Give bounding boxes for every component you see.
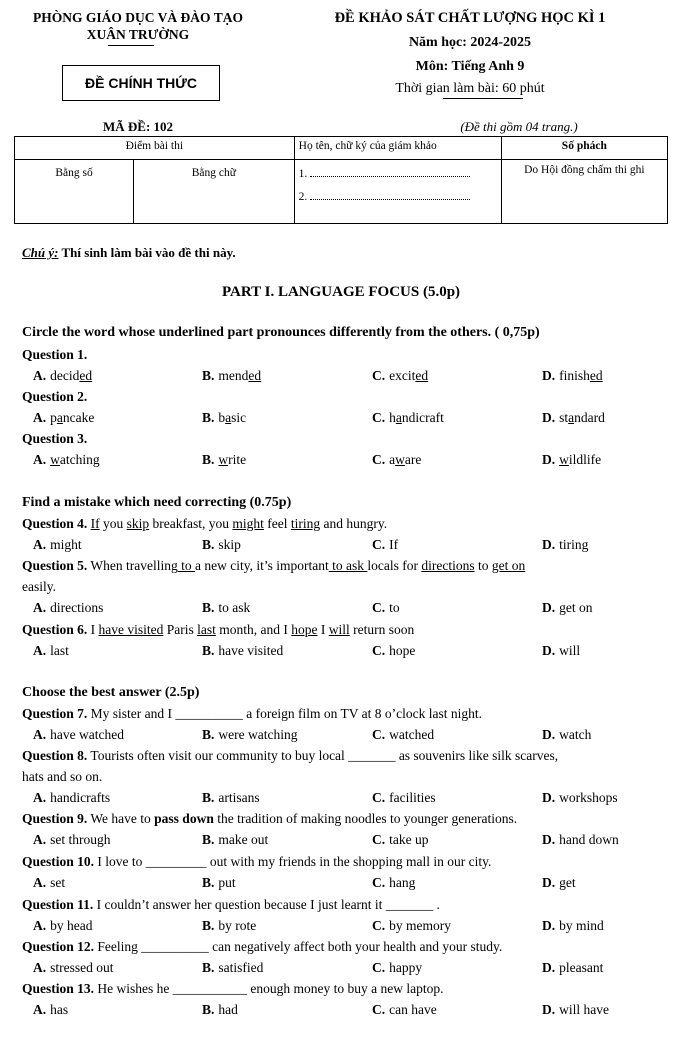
candidate-note: Chú ý: Thí sinh làm bài vào đề thi này. xyxy=(22,245,236,260)
section1-instruction: Circle the word whose underlined part pronounces differently from the others. ( 0,75p) xyxy=(22,325,540,340)
q3-option-c[interactable]: C. aware xyxy=(372,452,422,467)
question-9-stem: Question 9. We have to pass down the tradition of making noodles to younger generations. xyxy=(22,811,518,826)
section2-instruction: Find a mistake which need correcting (0.75p) xyxy=(22,495,292,510)
score-digits-cell: Bằng số xyxy=(15,160,134,224)
col-code-header: Số phách xyxy=(501,137,667,160)
q2-option-b[interactable]: B. basic xyxy=(202,410,247,425)
q4-option-d[interactable]: D. tiring xyxy=(542,537,589,552)
q11-option-a[interactable]: A. by head xyxy=(33,918,93,933)
question-5-stem: Question 5. When travelling to a new city, it’s important to ask locals for directions to get on xyxy=(22,558,526,573)
q8-option-a[interactable]: A. handicrafts xyxy=(33,790,111,805)
q5-option-d[interactable]: D. get on xyxy=(542,600,593,615)
q4-option-c[interactable]: C. If xyxy=(372,537,399,552)
q12-option-c[interactable]: C. happy xyxy=(372,960,423,975)
q10-option-a[interactable]: A. set xyxy=(33,875,66,890)
q5-option-a[interactable]: A. directions xyxy=(33,600,104,615)
question-6-stem: Question 6. I have visited Paris last month, and I hope I will return soon xyxy=(22,622,415,637)
subject: Môn: Tiếng Anh 9 xyxy=(415,59,525,74)
col-score-header: Điểm bài thi xyxy=(15,137,295,160)
q10-option-b[interactable]: B. put xyxy=(202,875,236,890)
q11-option-b[interactable]: B. by rote xyxy=(202,918,257,933)
q5-option-c[interactable]: C. to xyxy=(372,600,400,615)
question-8-stem-cont: hats and so on. xyxy=(22,769,103,784)
official-label: ĐỀ CHÍNH THỨC xyxy=(62,65,220,101)
q1-option-b[interactable]: B. mended xyxy=(202,368,262,383)
q1-option-d[interactable]: D. finished xyxy=(542,368,603,383)
q13-option-b[interactable]: B. had xyxy=(202,1002,238,1017)
q8-option-d[interactable]: D. workshops xyxy=(542,790,618,805)
q11-option-c[interactable]: C. by memory xyxy=(372,918,451,933)
q7-option-c[interactable]: C. watched xyxy=(372,727,435,742)
q9-option-d[interactable]: D. hand down xyxy=(542,832,619,847)
question-2-label: Question 2. xyxy=(22,389,88,404)
examiner-signature-cell xyxy=(294,160,501,224)
q1-option-c[interactable]: C. excited xyxy=(372,368,429,383)
q2-option-c[interactable]: C. handicraft xyxy=(372,410,444,425)
q8-option-b[interactable]: B. artisans xyxy=(202,790,260,805)
section3-instruction: Choose the best answer (2.5p) xyxy=(22,685,200,700)
question-10-stem: Question 10. I love to _________ out with my friends in the shopping mall in our city. xyxy=(22,854,492,869)
q4-option-b[interactable]: B. skip xyxy=(202,537,241,552)
school-district: XUÂN TRƯỜNG xyxy=(86,27,190,42)
q6-option-b[interactable]: B. have visited xyxy=(202,643,284,658)
q2-option-a[interactable]: A. pancake xyxy=(33,410,95,425)
question-4-stem: Question 4. If you skip breakfast, you might feel tiring and hungry. xyxy=(22,516,388,531)
q9-option-b[interactable]: B. make out xyxy=(202,832,269,847)
department-name: PHÒNG GIÁO DỤC VÀ ĐÀO TẠO xyxy=(33,10,243,25)
school-year: Năm học: 2024-2025 xyxy=(408,35,532,50)
question-8-stem: Question 8. Tourists often visit our community to buy local _______ as souvenirs like silk scarves, xyxy=(22,748,559,763)
score-table xyxy=(14,136,668,224)
question-5-stem-cont: easily. xyxy=(22,579,56,594)
examiner-line-1: 1. xyxy=(299,167,497,180)
q12-option-a[interactable]: A. stressed out xyxy=(33,960,114,975)
header-divider-right xyxy=(443,98,523,99)
q3-option-a[interactable]: A. watching xyxy=(33,452,100,467)
q3-option-d[interactable]: D. wildlife xyxy=(542,452,602,467)
q8-option-c[interactable]: C. facilities xyxy=(372,790,436,805)
header-divider-left xyxy=(108,45,154,46)
q2-option-d[interactable]: D. standard xyxy=(542,410,605,425)
q5-option-b[interactable]: B. to ask xyxy=(202,600,251,615)
exam-code: MÃ ĐỀ: 102 xyxy=(102,119,174,134)
q10-option-d[interactable]: D. get xyxy=(542,875,576,890)
question-7-stem: Question 7. My sister and I __________ a foreign film on TV at 8 o’clock last night. xyxy=(22,706,482,721)
q7-option-b[interactable]: B. were watching xyxy=(202,727,298,742)
q9-option-c[interactable]: C. take up xyxy=(372,832,429,847)
q4-option-a[interactable]: A. might xyxy=(33,537,82,552)
score-words-cell: Bằng chữ xyxy=(134,160,295,224)
examiner-line-2: 2. xyxy=(299,190,497,203)
q6-option-c[interactable]: C. hope xyxy=(372,643,416,658)
col-examiner-header: Họ tên, chữ ký của giám khảo xyxy=(294,137,501,160)
q7-option-a[interactable]: A. have watched xyxy=(33,727,124,742)
exam-title: ĐỀ KHẢO SÁT CHẤT LƯỢNG HỌC KÌ 1 xyxy=(334,10,606,26)
duration: Thời gian làm bài: 60 phút xyxy=(395,81,545,96)
q7-option-d[interactable]: D. watch xyxy=(542,727,592,742)
code-note-cell: Do Hội đồng chấm thi ghi xyxy=(501,160,667,224)
q6-option-d[interactable]: D. will xyxy=(542,643,581,658)
question-11-stem: Question 11. I couldn’t answer her question because I just learnt it _______ . xyxy=(22,897,440,912)
q12-option-d[interactable]: D. pleasant xyxy=(542,960,604,975)
question-1-label: Question 1. xyxy=(22,347,88,362)
question-12-stem: Question 12. Feeling __________ can negatively affect both your health and your study. xyxy=(22,939,503,954)
question-13-stem: Question 13. He wishes he ___________ enough money to buy a new laptop. xyxy=(22,981,444,996)
q9-option-a[interactable]: A. set through xyxy=(33,832,111,847)
q3-option-b[interactable]: B. write xyxy=(202,452,247,467)
pages-note: (Đề thi gồm 04 trang.) xyxy=(460,119,578,134)
q1-option-a[interactable]: A. decided xyxy=(33,368,93,383)
q11-option-d[interactable]: D. by mind xyxy=(542,918,604,933)
part1-title: PART I. LANGUAGE FOCUS (5.0p) xyxy=(221,284,461,300)
q12-option-b[interactable]: B. satisfied xyxy=(202,960,264,975)
q13-option-c[interactable]: C. can have xyxy=(372,1002,437,1017)
question-3-label: Question 3. xyxy=(22,431,88,446)
q6-option-a[interactable]: A. last xyxy=(33,643,69,658)
q13-option-a[interactable]: A. has xyxy=(33,1002,69,1017)
q13-option-d[interactable]: D. will have xyxy=(542,1002,609,1017)
q10-option-c[interactable]: C. hang xyxy=(372,875,416,890)
